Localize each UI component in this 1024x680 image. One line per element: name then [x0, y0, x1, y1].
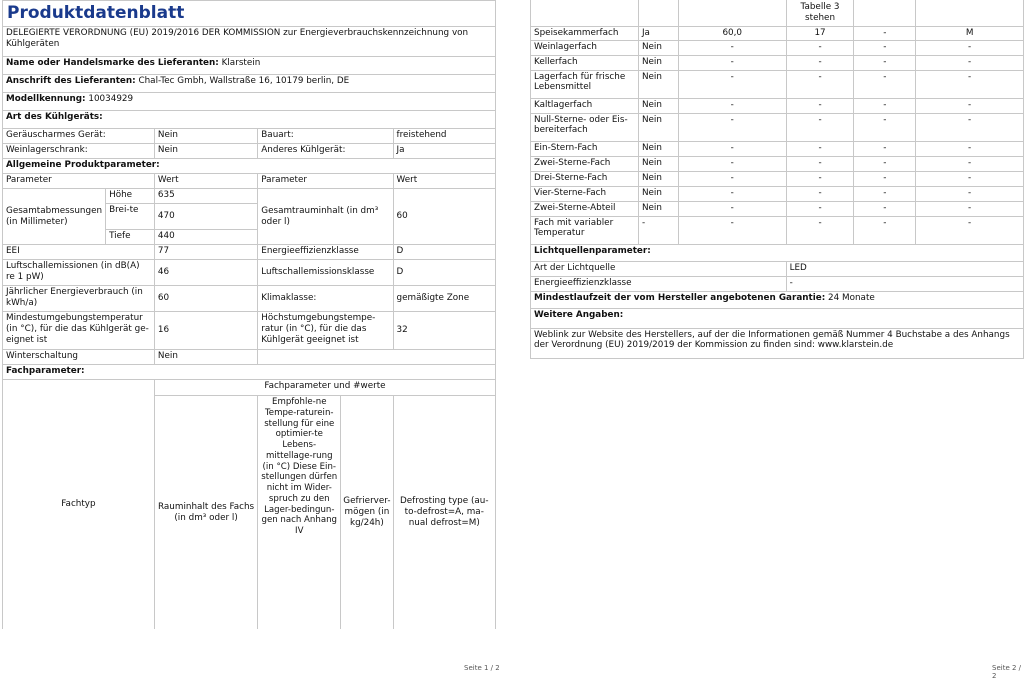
compartment-value: - [786, 141, 854, 156]
noise-value: Nein [154, 129, 257, 144]
page-footer: Seite 1 / 2 [464, 664, 500, 672]
compartment-value: - [916, 141, 1024, 156]
compartment-value: - [854, 186, 916, 201]
winter-switch-label: Winterschaltung [3, 350, 155, 365]
compartment-name: Speisekammerfach [531, 26, 639, 40]
compartment-heading: Fachparameter: [3, 365, 496, 380]
compartment-type-header: Fachtyp [3, 380, 155, 630]
top-spacer [638, 0, 678, 26]
eei-value: 77 [154, 245, 257, 260]
page-1 [0, 0, 500, 674]
light-class-value: - [786, 276, 1023, 291]
compartment-value: - [786, 70, 854, 98]
design-value: freistehend [393, 129, 495, 144]
compartment-value: - [916, 156, 1024, 171]
value-header-2: Wert [393, 174, 495, 189]
compartment-value: - [916, 70, 1024, 98]
compartment-row [531, 113, 1024, 141]
table-caption: Tabelle 3 stehen [786, 0, 854, 26]
top-spacer [678, 0, 786, 26]
compartment-name: Kellerfach [531, 55, 639, 70]
compartment-name: Null-Sterne- oder Eis-bereiterfach [531, 113, 639, 141]
regulation-text: DELEGIERTE VERORDNUNG (EU) 2019/2016 DER KOMMISSION zur Energieverbrauchskennzeichnung von Kühlgeräten [3, 27, 496, 57]
winter-switch-value: Nein [154, 350, 257, 365]
temp-and-freeze-cell [258, 396, 393, 630]
compartment-value: - [678, 216, 786, 244]
compartment-value: - [854, 55, 916, 70]
compartment-name: Zwei-Sterne-Abteil [531, 201, 639, 216]
energy-class-value: D [393, 245, 495, 260]
design-label: Bauart: [258, 129, 393, 144]
model-row [3, 93, 496, 111]
wine-cabinet-value: Nein [154, 144, 257, 159]
top-spacer [531, 0, 639, 26]
page-footer: Seite 2 / 2 [992, 664, 1022, 680]
compartment-value: - [678, 55, 786, 70]
compartment-name: Kaltlagerfach [531, 98, 639, 113]
compartment-value: 17 [786, 26, 854, 40]
compartment-value: - [678, 141, 786, 156]
annual-consumption-label: Jährlicher Energieverbrauch (in kWh/a) [3, 286, 155, 312]
eei-label: EEI [3, 245, 155, 260]
compartment-value: - [786, 171, 854, 186]
compartment-value: - [786, 98, 854, 113]
empty-cell [258, 350, 496, 365]
climate-class-label: Klimaklasse: [258, 286, 393, 312]
noise-emission-value: 46 [154, 260, 257, 286]
compartment-present: Ja [638, 26, 678, 40]
compartment-row [531, 171, 1024, 186]
page-title: Produktdatenblatt [3, 1, 496, 27]
volume-value: 60 [393, 189, 495, 245]
compartment-value: - [854, 26, 916, 40]
compartment-present: Nein [638, 113, 678, 141]
width-value: 470 [154, 204, 257, 230]
compartment-present: Nein [638, 186, 678, 201]
value-header: Wert [154, 174, 257, 189]
freezing-capacity-header: Gefrierver-mögen (in kg/24h) [343, 496, 391, 529]
compartment-row [531, 201, 1024, 216]
depth-value: 440 [154, 230, 257, 245]
compartment-value: - [854, 141, 916, 156]
compartment-row [531, 156, 1024, 171]
compartment-present: Nein [638, 40, 678, 55]
compartment-value: - [916, 98, 1024, 113]
compartment-value: - [786, 156, 854, 171]
compartment-value: - [678, 171, 786, 186]
compartment-name: Fach mit variabler Temperatur [531, 216, 639, 244]
compartment-present: Nein [638, 55, 678, 70]
compartment-row [531, 98, 1024, 113]
noise-emission-label: Luftschallemissionen (in dB(A) re 1 pW) [3, 260, 155, 286]
compartment-value: - [854, 171, 916, 186]
compartment-row [531, 55, 1024, 70]
light-type-label: Art der Lichtquelle [531, 261, 787, 276]
min-temp-label: Mindestumgebungstemperatur (in °C), für die das Kühlgerät ge-eignet ist [3, 312, 155, 350]
supplier-name-row [3, 57, 496, 75]
general-heading: Allgemeine Produktparameter: [3, 159, 496, 174]
noise-class-label: Luftschallemissionsklasse [258, 260, 393, 286]
compartment-present: Nein [638, 171, 678, 186]
page-2 [520, 0, 1024, 680]
supplier-name-value: Klarstein [221, 58, 261, 69]
compartment-present: Nein [638, 201, 678, 216]
supplier-address-value: Chal-Tec Gmbh, Wallstraße 16, 10179 berlin, DE [138, 76, 350, 87]
model-label: Modellkennung: [6, 94, 86, 105]
top-spacer [916, 0, 1024, 26]
energy-class-label: Energieeffizienzklasse [258, 245, 393, 260]
compartment-row [531, 26, 1024, 40]
compartment-name: Lagerfach für frische Lebensmittel [531, 70, 639, 98]
compartment-value: - [678, 156, 786, 171]
compartment-value: - [786, 113, 854, 141]
top-spacer [854, 0, 916, 26]
compartment-value: - [786, 55, 854, 70]
type-heading: Art des Kühlgeräts: [3, 111, 496, 129]
volume-header: Rauminhalt des Fachs (in dm³ oder l) [154, 396, 257, 630]
compartment-table [530, 0, 1024, 359]
other-appliance-value: Ja [393, 144, 495, 159]
supplier-address-row [3, 75, 496, 93]
height-label: Höhe [106, 189, 155, 204]
compartment-value: - [854, 70, 916, 98]
compartment-values-header: Fachparameter und #werte [154, 380, 495, 396]
defrost-type-header: Defrosting type (au-to-defrost=A, ma-nual defrost=M) [393, 396, 495, 630]
compartment-value: - [854, 201, 916, 216]
dimensions-label: Gesamtabmessungen (in Millimeter) [3, 189, 106, 245]
compartment-row [531, 40, 1024, 55]
compartment-value: - [916, 216, 1024, 244]
max-temp-label: Höchstumgebungstempe-ratur (in °C), für die das Kühlgerät geeignet ist [258, 312, 393, 350]
compartment-value: - [916, 171, 1024, 186]
compartment-value: - [786, 201, 854, 216]
compartment-value: - [678, 70, 786, 98]
light-source-heading: Lichtquellenparameter: [531, 244, 1024, 261]
height-value: 635 [154, 189, 257, 204]
compartment-name: Zwei-Sterne-Fach [531, 156, 639, 171]
other-appliance-label: Anderes Kühlgerät: [258, 144, 393, 159]
compartment-value: - [678, 98, 786, 113]
compartment-present: - [638, 216, 678, 244]
light-class-label: Energieeffizienzklasse [531, 276, 787, 291]
more-info-heading: Weitere Angaben: [531, 308, 1024, 328]
supplier-name-label: Name oder Handelsmarke des Lieferanten: [6, 58, 219, 69]
weblink-text: Weblink zur Website des Herstellers, auf der die Informationen gemäß Nummer 4 Buchstabe a des Anhangs der Verordnung (EU) 2019/2019 der Kommission zu finden sind: www.klarstein.de [531, 328, 1024, 358]
compartment-value: - [786, 40, 854, 55]
compartment-row [531, 70, 1024, 98]
compartment-value: - [854, 216, 916, 244]
param-header-2: Parameter [258, 174, 393, 189]
annual-consumption-value: 60 [154, 286, 257, 312]
noise-label: Geräuscharmes Gerät: [3, 129, 155, 144]
noise-class-value: D [393, 260, 495, 286]
compartment-name: Ein-Stern-Fach [531, 141, 639, 156]
model-value: 10034929 [88, 94, 134, 105]
warranty-value: 24 Monate [828, 292, 875, 303]
compartment-name: Drei-Sterne-Fach [531, 171, 639, 186]
wine-cabinet-label: Weinlagerschrank: [3, 144, 155, 159]
compartment-present: Nein [638, 141, 678, 156]
compartment-present: Nein [638, 156, 678, 171]
compartment-value: - [916, 113, 1024, 141]
max-temp-value: 32 [393, 312, 495, 350]
compartment-name: Vier-Sterne-Fach [531, 186, 639, 201]
compartment-name: Weinlagerfach [531, 40, 639, 55]
compartment-row [531, 186, 1024, 201]
width-label: Brei-te [106, 204, 155, 230]
compartment-row [531, 216, 1024, 244]
product-datasheet-table [2, 0, 496, 629]
compartment-value: - [786, 186, 854, 201]
compartment-value: - [678, 113, 786, 141]
supplier-address-label: Anschrift des Lieferanten: [6, 76, 136, 87]
compartment-present: Nein [638, 70, 678, 98]
param-header: Parameter [3, 174, 155, 189]
compartment-value: 60,0 [678, 26, 786, 40]
climate-class-value: gemäßigte Zone [393, 286, 495, 312]
recommended-temp-header: Empfohle-ne Tempe-raturein-stellung für eine optimier-te Lebens-mittellage-rung (in °C) Diese Ein-stellungen dürfen nicht im Wider-spruch zu den Lager-bedingun-gen nach Anhang IV [258, 396, 341, 629]
compartment-present: Nein [638, 98, 678, 113]
compartment-value: - [916, 40, 1024, 55]
compartment-value: M [916, 26, 1024, 40]
compartment-value: - [678, 40, 786, 55]
compartment-value: - [916, 201, 1024, 216]
volume-label: Gesamtrauminhalt (in dm³ oder l) [258, 189, 393, 245]
compartment-value: - [854, 98, 916, 113]
compartment-value: - [854, 40, 916, 55]
compartment-value: - [786, 216, 854, 244]
depth-label: Tiefe [106, 230, 155, 245]
compartment-value: - [854, 156, 916, 171]
compartment-value: - [916, 55, 1024, 70]
compartment-value: - [678, 186, 786, 201]
compartment-row [531, 141, 1024, 156]
warranty-row [531, 291, 1024, 308]
compartment-value: - [854, 113, 916, 141]
min-temp-value: 16 [154, 312, 257, 350]
warranty-label: Mindestlaufzeit der vom Hersteller angebotenen Garantie: [534, 292, 826, 303]
compartment-value: - [916, 186, 1024, 201]
light-type-value: LED [786, 261, 1023, 276]
compartment-value: - [678, 201, 786, 216]
